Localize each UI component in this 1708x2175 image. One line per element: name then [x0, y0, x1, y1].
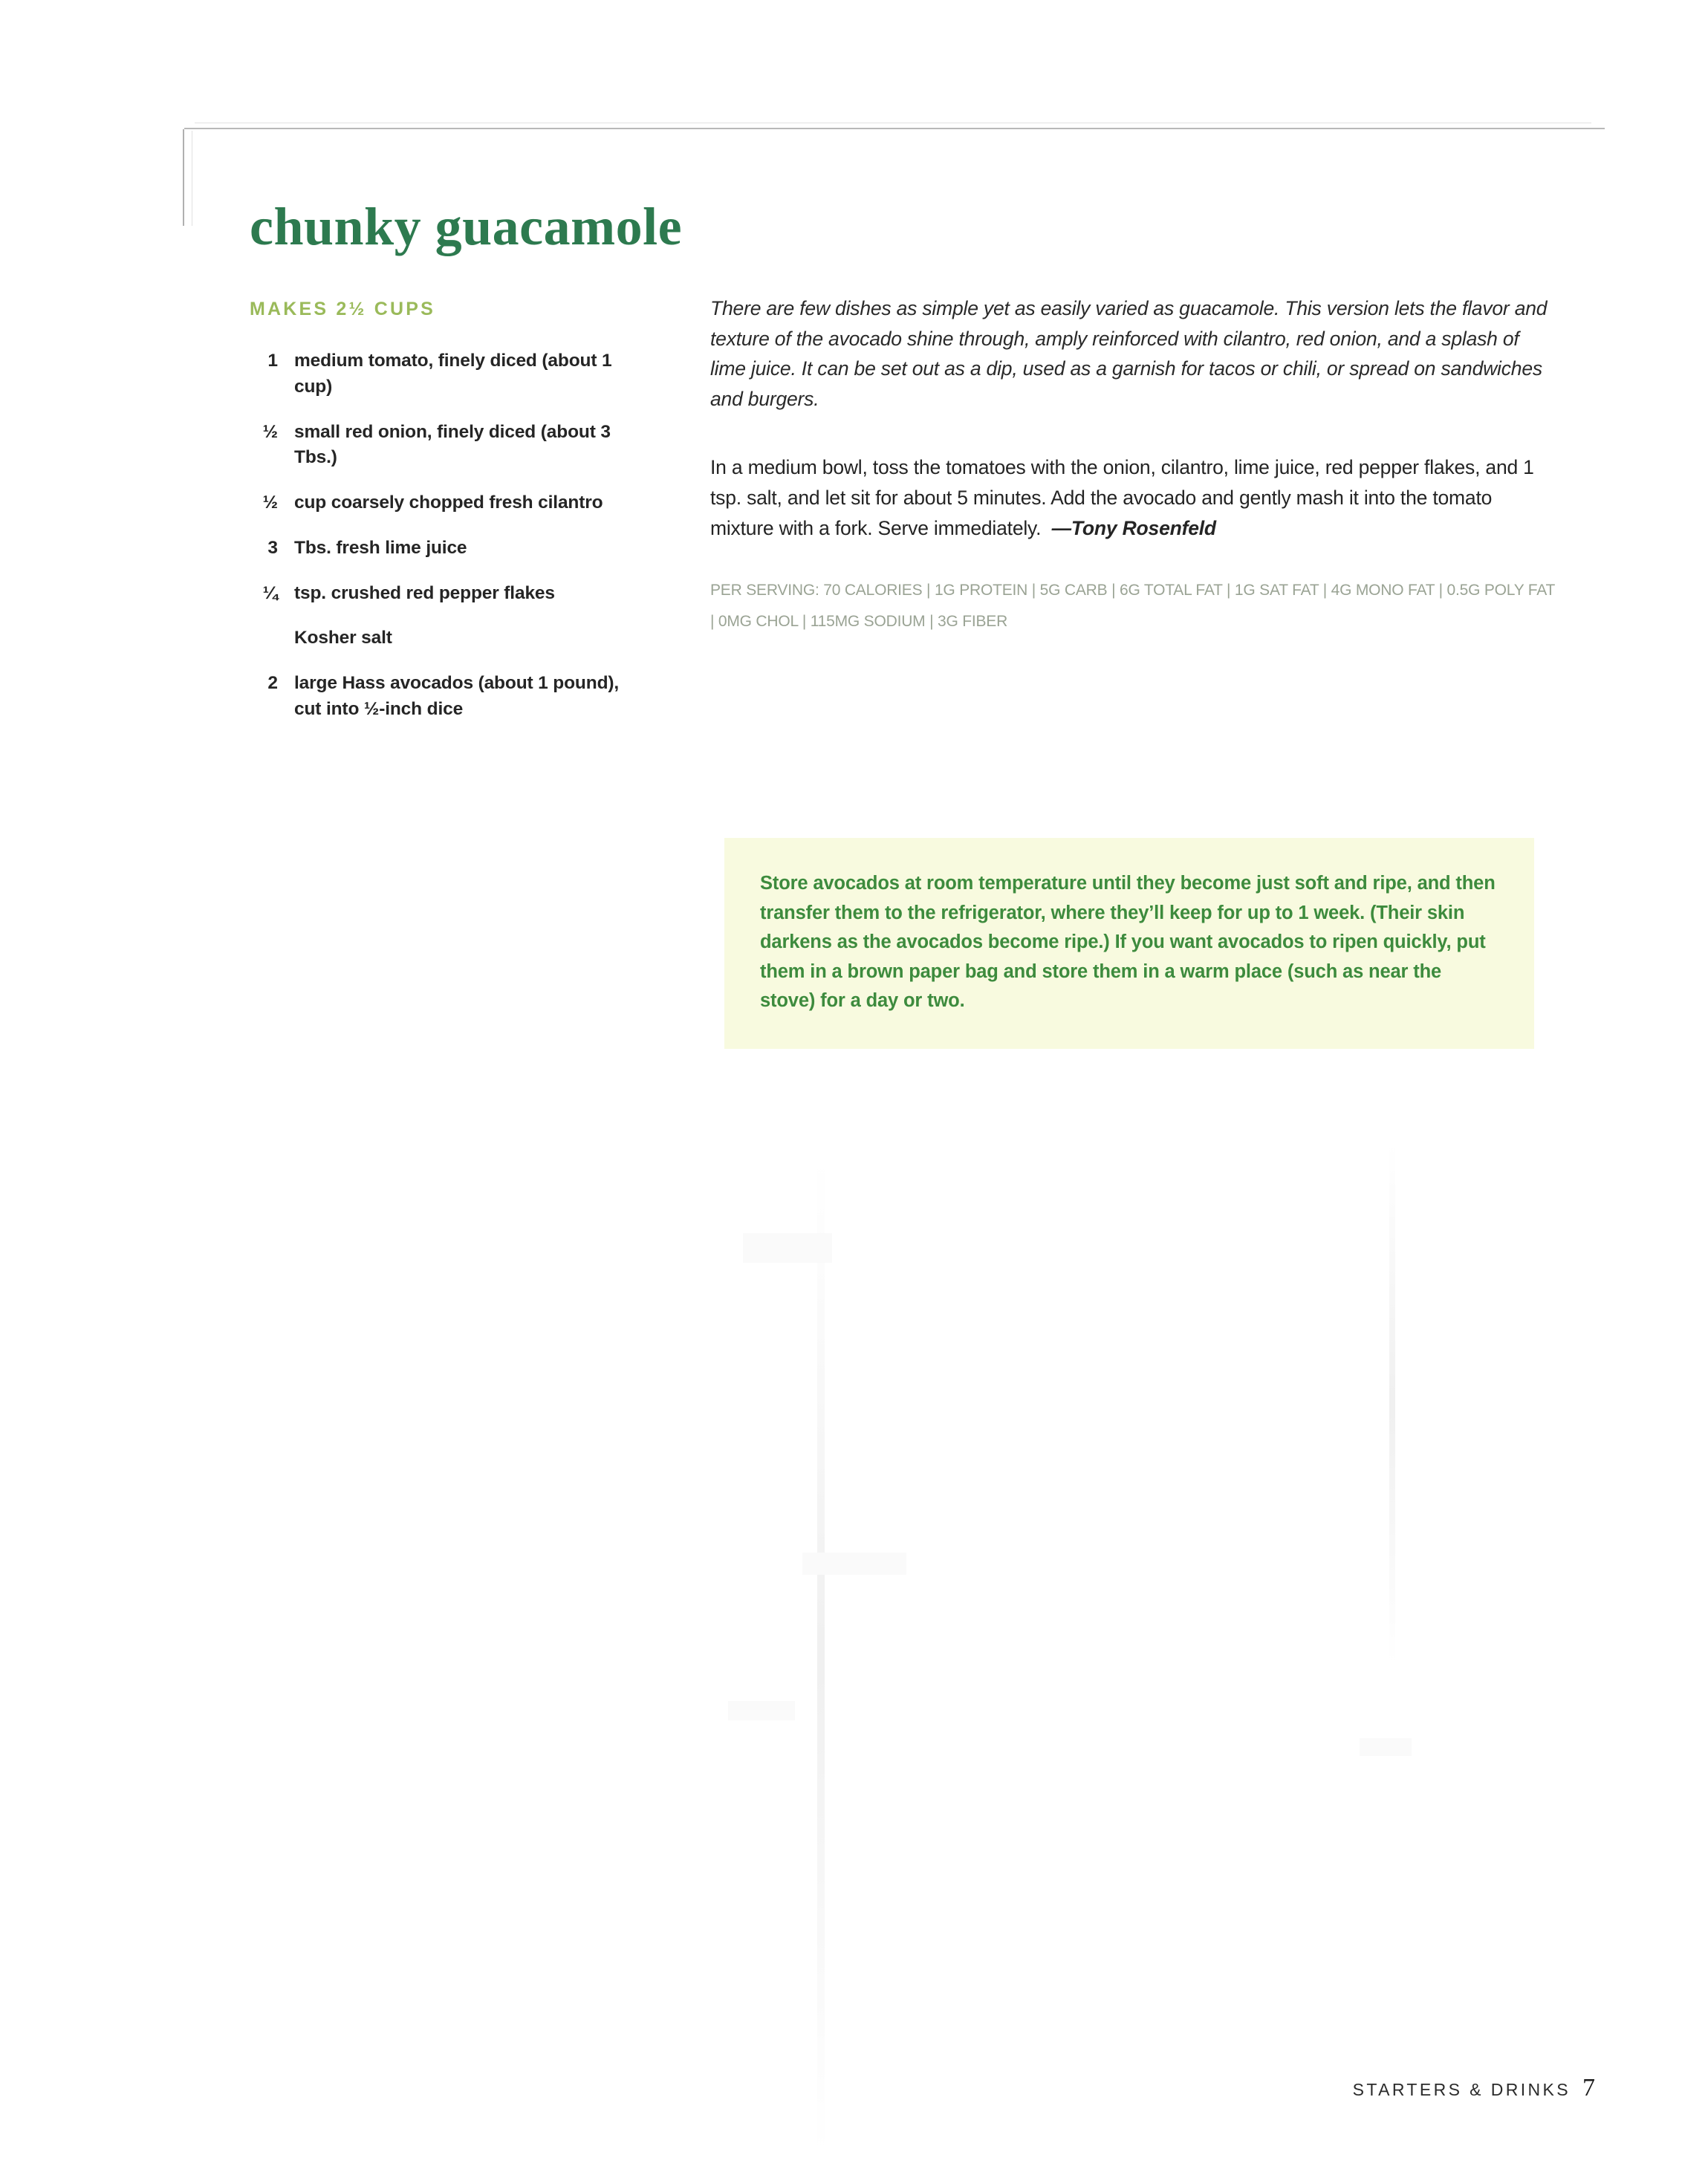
ingredient-quantity: ¼ [262, 582, 278, 603]
ingredient-quantity: 2 [267, 673, 278, 694]
list-item [250, 625, 621, 651]
page-number: 7 [1582, 2074, 1595, 2101]
scan-edge-line-top [184, 128, 1605, 129]
tip-text: Store avocados at room temperature until they become just soft and ripe, and then transfer them to the refrigerator, where they’ll keep for up to 1 week. (Their skin darkens as the avocados become ripe.) If you want avocados to ripen quickly, put them in a brown paper bag and store them in a warm place (such as near the stove) for a day or two. [760, 873, 1496, 1012]
ingredient-description: Kosher salt [294, 628, 392, 648]
ingredient-description: tsp. crushed red pepper flakes [294, 582, 555, 603]
ingredient-description: cup coarsely chopped fresh cilantro [294, 492, 603, 513]
page-footer [1353, 2074, 1595, 2102]
scan-fold-artifact [817, 1159, 825, 2154]
list-item [250, 581, 621, 607]
ingredients-column [250, 299, 621, 742]
yield-label: MAKES 2½ CUPS [250, 299, 435, 319]
ingredient-quantity: 3 [267, 537, 278, 558]
tip-callout-box [724, 838, 1534, 1049]
list-item [250, 420, 621, 472]
ingredients-list [250, 348, 621, 723]
list-item [250, 671, 621, 723]
scan-smudge-artifact [728, 1701, 795, 1720]
scan-smudge-artifact [1360, 1738, 1412, 1756]
list-item [250, 536, 621, 562]
footer-section-name: STARTERS & DRINKS [1352, 2080, 1571, 2099]
ingredient-quantity: ½ [262, 492, 278, 513]
scan-smudge-artifact [743, 1233, 832, 1263]
scan-smudge-artifact [802, 1553, 906, 1575]
ingredient-quantity: ½ [262, 421, 278, 442]
list-item [250, 490, 621, 516]
recipe-body-column [710, 293, 1557, 637]
recipe-author-credit: —Tony Rosenfeld [1051, 516, 1216, 539]
ingredient-description: Tbs. fresh lime juice [294, 537, 467, 558]
method-text: In a medium bowl, toss the tomatoes with the onion, cilantro, lime juice, red pepper flakes, and 1 tsp. salt, and let sit for about 5 minutes. Add the avocado and gently mash it into the tomato mixture with a fork. Serve immediately. [710, 456, 1534, 539]
recipe-headnote: There are few dishes as simple yet as easily varied as guacamole. This version lets the flavor and texture of the avocado shine through, amply reinforced with cilantro, red onion, and a splash of lime juice. It can be set out as a dip, used as a garnish for tacos or chili, or spread on sandwiches and burgers. [710, 297, 1548, 410]
scan-fold-artifact [1389, 1144, 1395, 1664]
ingredient-description: large Hass avocados (about 1 pound), cut into ½-inch dice [294, 673, 620, 720]
ingredient-quantity [250, 625, 294, 651]
ingredient-description: small red onion, finely diced (about 3 Tbs.) [294, 421, 611, 468]
recipe-method [710, 452, 1557, 543]
scan-edge-line-left [183, 129, 184, 226]
ingredient-description: medium tomato, finely diced (about 1 cup) [294, 351, 612, 397]
ingredient-quantity: 1 [267, 351, 278, 371]
page-title: chunky guacamole [250, 197, 683, 257]
nutrition-info: PER SERVING: 70 CALORIES | 1G PROTEIN | 5G CARB | 6G TOTAL FAT | 1G SAT FAT | 4G MONO FAT | 0.5G POLY FAT | 0MG CHOL | 115MG SODIUM | 3G FIBER [710, 581, 1555, 630]
list-item [250, 348, 621, 400]
